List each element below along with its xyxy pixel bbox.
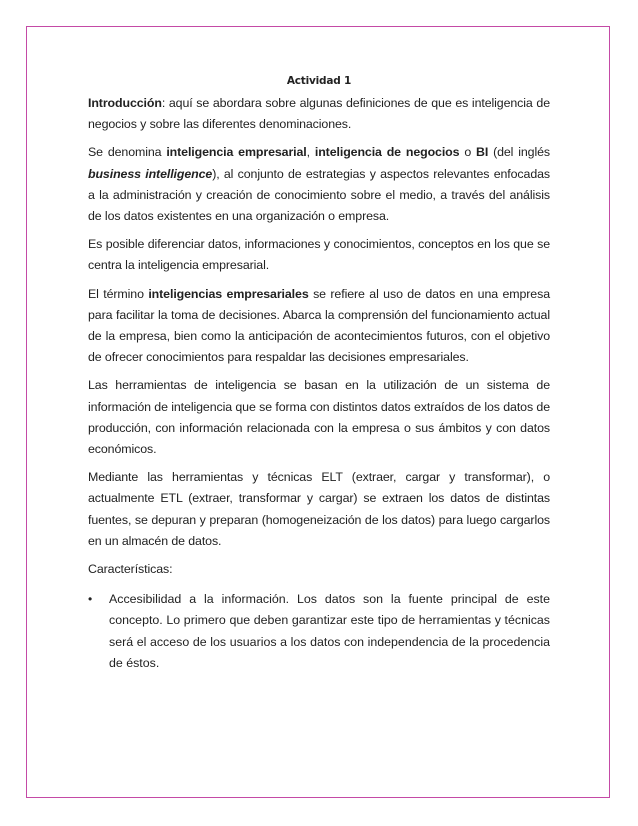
definition-text: , [306, 145, 315, 160]
document-body [88, 75, 550, 674]
paragraph-herramientas: Las herramientas de inteligencia se basan en la utilización de un sistema de información de inteligencia que se forma con distintos datos extraídos de los datos de producción, con información relacionada con la empresa o sus ámbitos y con datos económicos. [88, 378, 550, 457]
features-list [88, 589, 550, 674]
feature-text: Accesibilidad a la información. Los datos son la fuente principal de este concepto. Lo primero que deben garantizar este tipo de herramientas y técnicas será el acceso de los usuarios a los datos con independencia de la procedencia de éstos. [109, 592, 550, 670]
definition-paragraph [88, 142, 550, 227]
paragraph-termino [88, 284, 550, 369]
term-inteligencia-empresarial: inteligencia empresarial [166, 145, 307, 160]
definition-text: Se denomina [88, 145, 167, 160]
intro-paragraph [88, 93, 550, 135]
bullet-icon: • [88, 592, 93, 607]
term-business-intelligence: business intelligence [88, 166, 213, 181]
list-item [88, 589, 550, 674]
termino-text: El término [88, 286, 149, 301]
paragraph-etl: Mediante las herramientas y técnicas ELT (extraer, cargar y transformar), o actualmente ETL (extraer, transformar y cargar) se extraen los datos de distintas fuentes, se depuran y preparan (homogeneización de los datos) para luego cargarlos en un almacén de datos. [88, 470, 550, 548]
paragraph-datos: Es posible diferenciar datos, informaciones y conocimientos, conceptos en los que se centra la inteligencia empresarial. [88, 237, 550, 273]
intro-text: : aquí se abordara sobre algunas definiciones de que es inteligencia de negocios y sobre las diferentes denominaciones. [88, 96, 550, 132]
definition-text: (del inglés [488, 145, 550, 160]
termino-text: se refiere al uso de datos en una empresa para facilitar la toma de decisiones. Abarca la comprensión del funcionamiento actual de la empresa, bien como la anticipación de acontecimientos futuros, con el objetivo de ofrecer conocimientos para respaldar las decisiones empresariales. [88, 286, 550, 365]
term-inteligencias-empresariales: inteligencias empresariales [148, 286, 309, 301]
page-title: Actividad 1 [286, 75, 352, 87]
definition-text: o [459, 145, 476, 160]
features-heading: Características: [88, 562, 173, 577]
term-bi: BI [476, 145, 489, 160]
definition-text: ), al conjunto de estrategias y aspectos relevantes enfocadas a la administración y creación de conocimiento sobre el medio, a través del análisis de los datos existentes en una organización o empresa. [88, 166, 550, 224]
term-inteligencia-de-negocios: inteligencia de negocios [314, 145, 460, 160]
intro-lead: Introducción [88, 96, 162, 110]
